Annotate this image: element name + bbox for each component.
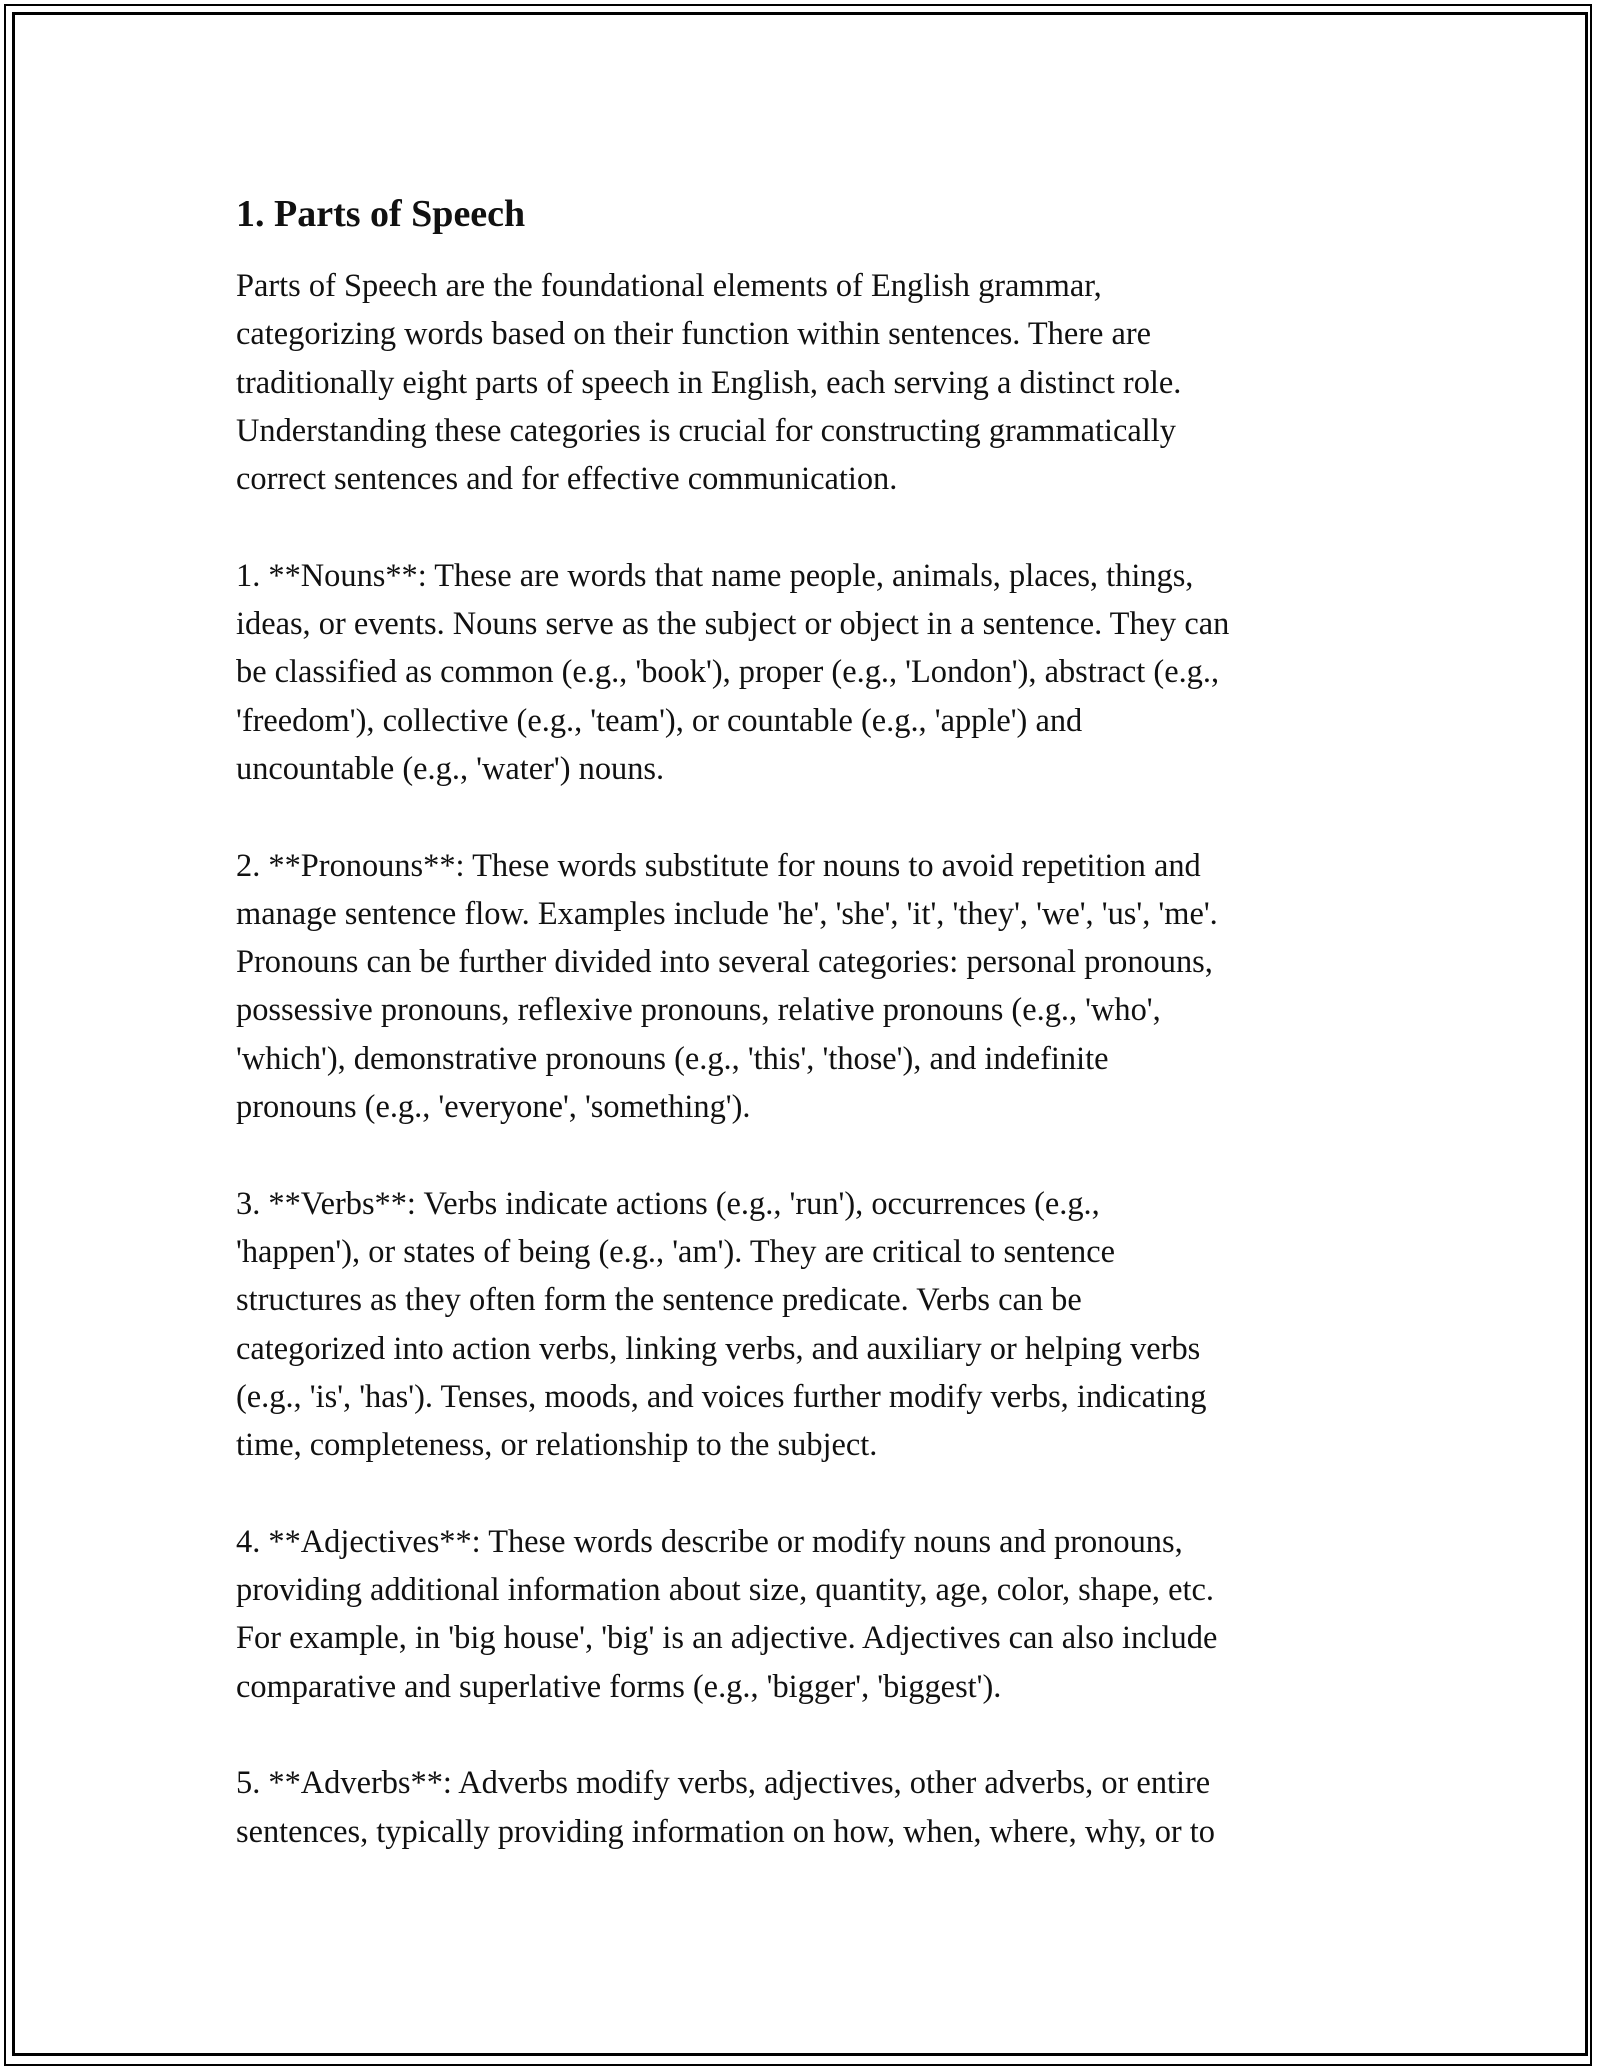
list-item-nouns: 1. **Nouns**: These are words that name people, animals, places, things, ideas, or events. Nouns serve as the subject or object in a sentence. They can be classified as common (e.g., 'book'), proper (e.g., 'London'), abstract (e.g., 'freedom'), collective (e.g., 'team'), or countable (e.g., 'apple') and uncountable (e.g., 'water') nouns.: [236, 557, 1230, 787]
list-item-adjectives: 4. **Adjectives**: These words describe or modify nouns and pronouns, providing additional information about size, quantity, age, color, shape, etc. For example, in 'big house', 'big' is an adjective. Adjectives can also include comparative and superlative forms (e.g., 'bigger', 'biggest').: [236, 1523, 1218, 1705]
list-item-adverbs: 5. **Adverbs**: Adverbs modify verbs, adjectives, other adverbs, or entire sentences, typically providing information on how, when, where, why, or to: [236, 1765, 1215, 1850]
document-body: [236, 186, 1376, 1856]
list-item-pronouns: 2. **Pronouns**: These words substitute for nouns to avoid repetition and manage sentence flow. Examples include 'he', 'she', 'it', 'they', 'we', 'us', 'me'. Pronouns can be further divided into several categories: personal pronouns, possessive pronouns, reflexive pronouns, relative pronouns (e.g., 'who', 'which'), demonstrative pronouns (e.g., 'this', 'those'), and indefinite pronouns (e.g., 'everyone', 'something').: [236, 847, 1218, 1126]
list-item-verbs: 3. **Verbs**: Verbs indicate actions (e.g., 'run'), occurrences (e.g., 'happen'), or states of being (e.g., 'am'). They are critical to sentence structures as they often form the sentence predicate. Verbs can be categorized into action verbs, linking verbs, and auxiliary or helping verbs (e.g., 'is', 'has'). Tenses, moods, and voices further modify verbs, indicating time, completeness, or relationship to the subject.: [236, 1185, 1207, 1464]
intro-paragraph: Parts of Speech are the foundational elements of English grammar, categorizing words based on their function within sentences. There are traditionally eight parts of speech in English, each serving a distinct role. Understanding these categories is crucial for constructing grammatically correct sentences and for effective communication.: [236, 268, 1182, 498]
section-heading: 1. Parts of Speech: [236, 193, 526, 235]
